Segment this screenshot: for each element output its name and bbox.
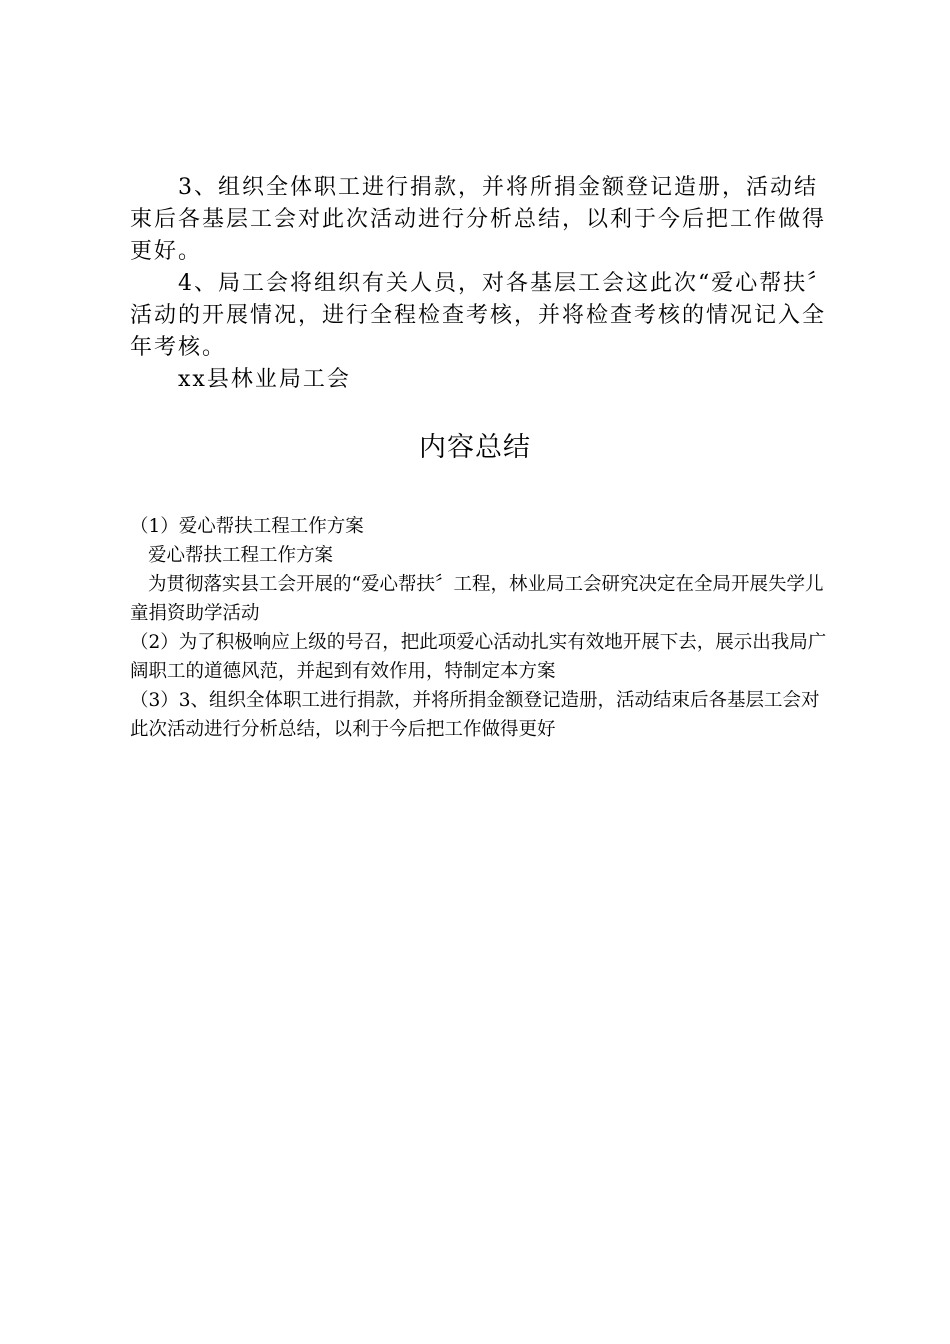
summary-item-2: （2）为了积极响应上级的号召，把此项爱心活动扎实有效地开展下去，展示出我局广阔职工的道德风范，并起到有效作用，特制定本方案 (130, 632, 827, 682)
paragraph-item-4: 4、局工会将组织有关人员，对各基层工会这此次“爱心帮扶〞活动的开展情况，进行全程检查考核，并将检查考核的情况记入全年考核。 (130, 271, 827, 360)
summary-title: 内容总结 (419, 432, 531, 463)
summary-intro: 为贯彻落实县工会开展的“爱心帮扶〞工程，林业局工会研究决定在全局开展失学儿童捐资助学活动 (130, 574, 824, 624)
summary-item-3: （3）3、组织全体职工进行捐款，并将所捐金额登记造册，活动结束后各基层工会对此次活动进行分析总结，以利于今后把工作做得更好 (130, 690, 820, 740)
body-text (130, 172, 830, 396)
summary-list (130, 512, 830, 744)
summary-item-1: （1）爱心帮扶工程工作方案 (130, 516, 364, 537)
signature-line: xx县林业局工会 (178, 367, 351, 392)
summary-subtitle: 爱心帮扶工程工作方案 (148, 545, 334, 566)
paragraph-item-3: 3、组织全体职工进行捐款，并将所捐金额登记造册，活动结束后各基层工会对此次活动进行分析总结，以利于今后把工作做得更好。 (130, 175, 827, 264)
